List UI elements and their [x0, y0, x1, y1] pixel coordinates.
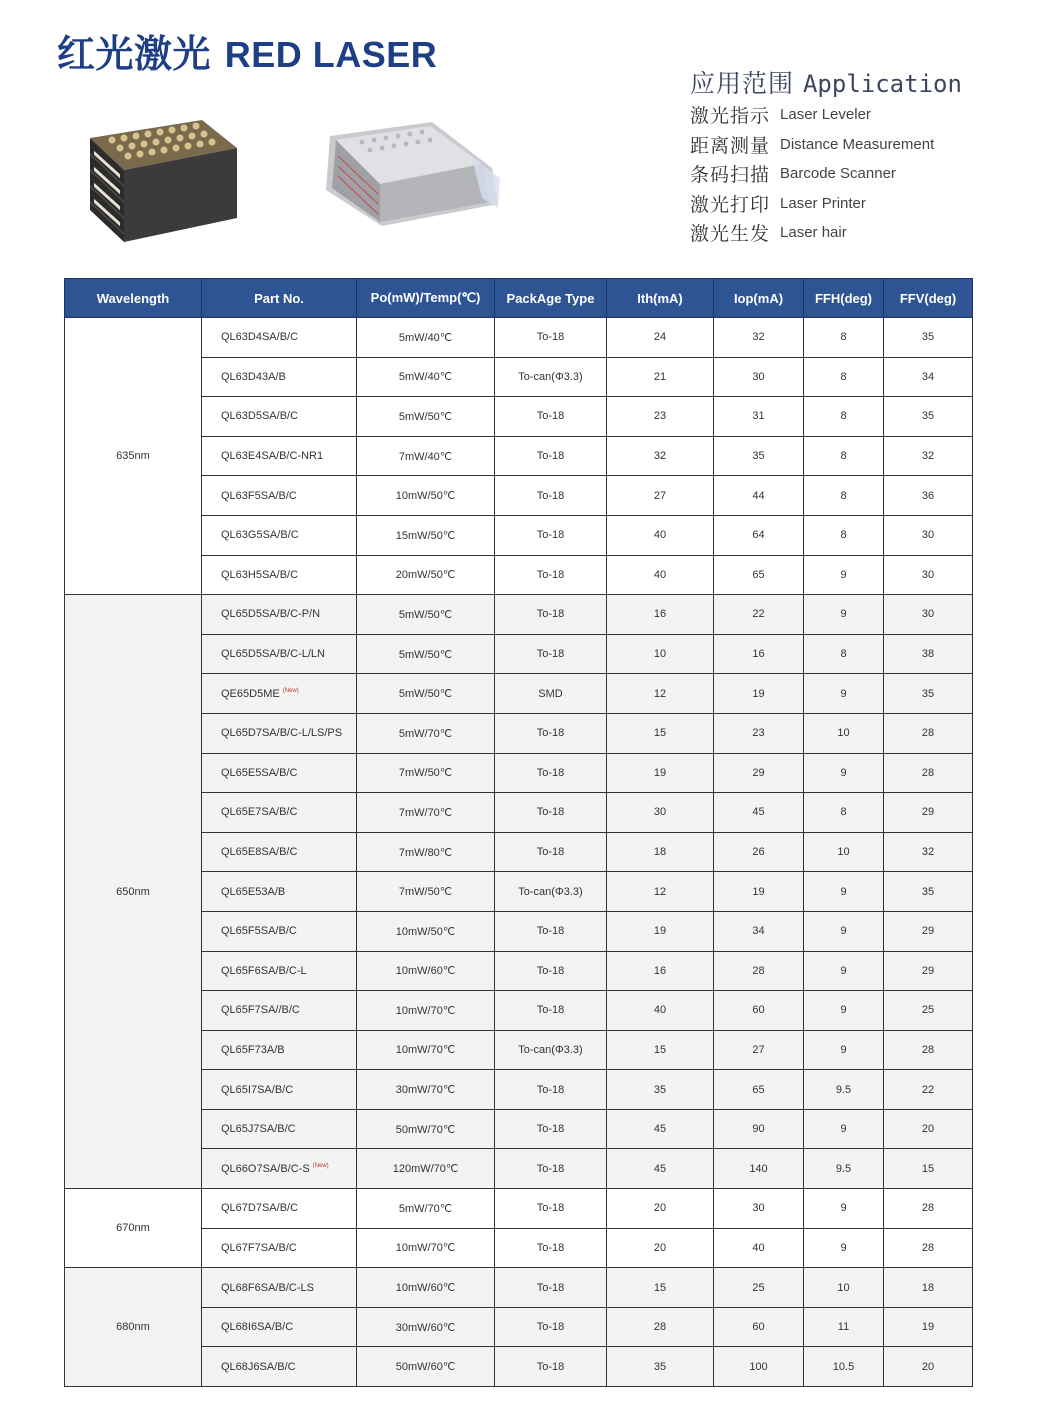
ith-cell: 27 — [607, 476, 714, 516]
ffv-cell: 15 — [884, 1149, 973, 1189]
ffv-cell: 20 — [884, 1347, 973, 1387]
table-body — [65, 318, 973, 1387]
iop-cell: 30 — [714, 1189, 804, 1229]
package-cell: To-18 — [495, 1070, 607, 1110]
table-row — [65, 555, 973, 595]
iop-cell: 19 — [714, 674, 804, 714]
package-cell: To-18 — [495, 515, 607, 555]
part-no-text: QL65E8SA/B/C — [221, 846, 298, 859]
iop-cell: 27 — [714, 1030, 804, 1070]
ffv-cell: 28 — [884, 1228, 973, 1268]
package-cell: To-18 — [495, 1149, 607, 1189]
package-cell: To-18 — [495, 793, 607, 833]
part-no-text: QL63H5SA/B/C — [221, 568, 299, 581]
package-cell: To-18 — [495, 951, 607, 991]
package-cell: To-18 — [495, 595, 607, 635]
ffh-cell: 10 — [804, 1268, 884, 1308]
ith-cell: 40 — [607, 991, 714, 1031]
ffh-cell: 9 — [804, 1109, 884, 1149]
wavelength-cell: 670nm — [65, 1189, 202, 1268]
part-no-cell — [202, 357, 357, 397]
ith-cell: 18 — [607, 832, 714, 872]
package-cell: To-18 — [495, 476, 607, 516]
ffv-cell: 36 — [884, 476, 973, 516]
ffh-cell: 9 — [804, 951, 884, 991]
ffv-cell: 35 — [884, 318, 973, 358]
part-no-cell — [202, 436, 357, 476]
application-title-zh: 应用范围 — [690, 69, 795, 98]
iop-cell: 65 — [714, 555, 804, 595]
product-image-bag — [322, 118, 502, 230]
ffv-cell: 29 — [884, 793, 973, 833]
table-row — [65, 793, 973, 833]
product-image-tray — [82, 110, 242, 245]
application-item-en: Laser hair — [780, 224, 847, 242]
part-no-text: QL65E53A/B — [221, 885, 286, 898]
ffh-cell: 8 — [804, 436, 884, 476]
application-item-en: Barcode Scanner — [780, 165, 896, 183]
ffh-cell: 9.5 — [804, 1149, 884, 1189]
ith-cell: 15 — [607, 1268, 714, 1308]
iop-cell: 25 — [714, 1268, 804, 1308]
application-item-en: Laser Printer — [780, 194, 866, 212]
iop-cell: 45 — [714, 793, 804, 833]
part-no-text: QL63E4SA/B/C-NR1 — [221, 450, 324, 463]
table-row — [65, 1149, 973, 1189]
ffv-cell: 22 — [884, 1070, 973, 1110]
part-no-cell — [202, 318, 357, 358]
part-no-cell — [202, 1347, 357, 1387]
ffh-cell: 9 — [804, 555, 884, 595]
iop-cell: 19 — [714, 872, 804, 912]
ffv-cell: 30 — [884, 555, 973, 595]
diode-tray-graphic — [82, 110, 242, 245]
package-cell: To-18 — [495, 1228, 607, 1268]
ith-cell: 35 — [607, 1347, 714, 1387]
ffh-cell: 8 — [804, 515, 884, 555]
ith-cell: 28 — [607, 1307, 714, 1347]
ffh-cell: 9 — [804, 991, 884, 1031]
table-row — [65, 436, 973, 476]
ffh-cell: 9 — [804, 753, 884, 793]
ffh-cell: 8 — [804, 793, 884, 833]
part-no-cell — [202, 555, 357, 595]
part-no-text: QL65D5SA/B/C-P/N — [221, 608, 321, 621]
ith-cell: 20 — [607, 1189, 714, 1229]
table-row — [65, 318, 973, 358]
ith-cell: 40 — [607, 555, 714, 595]
application-item — [690, 130, 1050, 160]
ith-cell: 19 — [607, 911, 714, 951]
table-row — [65, 515, 973, 555]
ffh-cell: 8 — [804, 634, 884, 674]
application-panel — [690, 68, 1050, 248]
po-temp-cell: 5mW/70℃ — [357, 713, 495, 753]
iop-cell: 35 — [714, 436, 804, 476]
po-temp-cell: 10mW/60℃ — [357, 951, 495, 991]
part-no-text: QL63D5SA/B/C — [221, 410, 299, 423]
part-no-text: QL63F5SA/B/C — [221, 489, 297, 502]
application-item — [690, 159, 1050, 189]
table-row — [65, 595, 973, 635]
iop-cell: 44 — [714, 476, 804, 516]
ffv-cell: 18 — [884, 1268, 973, 1308]
iop-cell: 16 — [714, 634, 804, 674]
table-row — [65, 911, 973, 951]
ith-cell: 12 — [607, 674, 714, 714]
iop-cell: 90 — [714, 1109, 804, 1149]
part-no-cell — [202, 1070, 357, 1110]
table-row — [65, 1347, 973, 1387]
application-item — [690, 189, 1050, 219]
part-no-cell — [202, 1307, 357, 1347]
package-cell: SMD — [495, 674, 607, 714]
part-no-text: QL63D43A/B — [221, 370, 286, 383]
application-item-en: Distance Measurement — [780, 135, 935, 153]
ffh-cell: 9 — [804, 872, 884, 912]
iop-cell: 60 — [714, 991, 804, 1031]
package-cell: To-can(Φ3.3) — [495, 357, 607, 397]
ffh-cell: 9 — [804, 595, 884, 635]
ffv-cell: 35 — [884, 872, 973, 912]
table-row — [65, 1030, 973, 1070]
part-no-cell — [202, 1109, 357, 1149]
header-ffh: FFH(deg) — [804, 279, 884, 318]
package-cell: To-18 — [495, 1109, 607, 1149]
application-item — [690, 100, 1050, 130]
ith-cell: 15 — [607, 1030, 714, 1070]
application-item-zh: 距离测量 — [690, 134, 771, 157]
ffv-cell: 32 — [884, 832, 973, 872]
ith-cell: 24 — [607, 318, 714, 358]
package-cell: To-18 — [495, 911, 607, 951]
po-temp-cell: 15mW/50℃ — [357, 515, 495, 555]
table-row — [65, 1189, 973, 1229]
part-no-cell — [202, 991, 357, 1031]
po-temp-cell: 7mW/40℃ — [357, 436, 495, 476]
new-badge: (New) — [312, 1163, 329, 1170]
part-no-cell — [202, 634, 357, 674]
part-no-cell — [202, 1189, 357, 1229]
ith-cell: 45 — [607, 1149, 714, 1189]
po-temp-cell: 10mW/50℃ — [357, 911, 495, 951]
part-no-text: QL68I6SA/B/C — [221, 1321, 294, 1334]
part-no-text: QL65F5SA/B/C — [221, 925, 297, 938]
header-ith: Ith(mA) — [607, 279, 714, 318]
page-title — [57, 30, 437, 79]
po-temp-cell: 5mW/40℃ — [357, 357, 495, 397]
part-no-cell — [202, 1268, 357, 1308]
part-no-cell — [202, 911, 357, 951]
ffv-cell: 28 — [884, 1189, 973, 1229]
table-header-row — [65, 279, 973, 318]
part-no-cell — [202, 1030, 357, 1070]
iop-cell: 22 — [714, 595, 804, 635]
po-temp-cell: 7mW/80℃ — [357, 832, 495, 872]
ith-cell: 16 — [607, 595, 714, 635]
ffh-cell: 8 — [804, 318, 884, 358]
part-no-text: QL65F6SA/B/C-L — [221, 964, 307, 977]
iop-cell: 23 — [714, 713, 804, 753]
ffh-cell: 8 — [804, 357, 884, 397]
ffh-cell: 10 — [804, 832, 884, 872]
ith-cell: 40 — [607, 515, 714, 555]
po-temp-cell: 10mW/50℃ — [357, 476, 495, 516]
part-no-text: QL66O7SA/B/C-S — [221, 1162, 310, 1175]
ffv-cell: 34 — [884, 357, 973, 397]
part-no-cell — [202, 793, 357, 833]
table-row — [65, 1228, 973, 1268]
ith-cell: 20 — [607, 1228, 714, 1268]
package-cell: To-18 — [495, 1268, 607, 1308]
header-ffv: FFV(deg) — [884, 279, 973, 318]
package-cell: To-18 — [495, 832, 607, 872]
iop-cell: 32 — [714, 318, 804, 358]
po-temp-cell: 10mW/70℃ — [357, 1228, 495, 1268]
part-no-cell — [202, 872, 357, 912]
ffh-cell: 9.5 — [804, 1070, 884, 1110]
application-item-zh: 条码扫描 — [690, 164, 771, 187]
ffv-cell: 29 — [884, 911, 973, 951]
ith-cell: 30 — [607, 793, 714, 833]
part-no-cell — [202, 713, 357, 753]
application-list — [690, 100, 1050, 248]
ith-cell: 16 — [607, 951, 714, 991]
part-no-cell — [202, 1149, 357, 1189]
package-cell: To-18 — [495, 713, 607, 753]
part-no-text: QL67F7SA/B/C — [221, 1241, 297, 1254]
ffv-cell: 38 — [884, 634, 973, 674]
part-no-text: QL67D7SA/B/C — [221, 1202, 299, 1215]
iop-cell: 26 — [714, 832, 804, 872]
ffv-cell: 28 — [884, 713, 973, 753]
application-title — [690, 68, 1050, 100]
table-row — [65, 832, 973, 872]
wavelength-cell: 650nm — [65, 595, 202, 1189]
po-temp-cell: 5mW/70℃ — [357, 1189, 495, 1229]
wavelength-cell: 635nm — [65, 318, 202, 595]
ffv-cell: 30 — [884, 595, 973, 635]
po-temp-cell: 10mW/70℃ — [357, 991, 495, 1031]
ith-cell: 21 — [607, 357, 714, 397]
ith-cell: 15 — [607, 713, 714, 753]
po-temp-cell: 5mW/50℃ — [357, 397, 495, 437]
ith-cell: 19 — [607, 753, 714, 793]
new-badge: (New) — [282, 687, 299, 694]
ith-cell: 12 — [607, 872, 714, 912]
antistatic-bag-graphic — [322, 118, 502, 230]
part-no-cell — [202, 951, 357, 991]
po-temp-cell: 7mW/50℃ — [357, 753, 495, 793]
table-row — [65, 1307, 973, 1347]
ffv-cell: 35 — [884, 397, 973, 437]
table-row — [65, 713, 973, 753]
table-row — [65, 1109, 973, 1149]
title-zh: 红光激光 — [57, 32, 212, 76]
part-no-text: QL63G5SA/B/C — [221, 529, 299, 542]
ith-cell: 10 — [607, 634, 714, 674]
ffh-cell: 11 — [804, 1307, 884, 1347]
application-item-zh: 激光打印 — [690, 193, 771, 216]
ffv-cell: 25 — [884, 991, 973, 1031]
part-no-text: QL65D5SA/B/C-L/LN — [221, 648, 325, 661]
ith-cell: 35 — [607, 1070, 714, 1110]
po-temp-cell: 20mW/50℃ — [357, 555, 495, 595]
ffh-cell: 9 — [804, 1189, 884, 1229]
part-no-text: QL65F73A/B — [221, 1043, 285, 1056]
part-no-text: QL65I7SA/B/C — [221, 1083, 294, 1096]
part-no-text: QE65D5ME — [221, 687, 280, 700]
iop-cell: 140 — [714, 1149, 804, 1189]
ffv-cell: 29 — [884, 951, 973, 991]
po-temp-cell: 5mW/50℃ — [357, 634, 495, 674]
wavelength-cell: 680nm — [65, 1268, 202, 1387]
part-no-text: QL65F7SA//B/C — [221, 1004, 300, 1017]
ffh-cell: 8 — [804, 476, 884, 516]
table-row — [65, 397, 973, 437]
table-row — [65, 476, 973, 516]
header-wavelength: Wavelength — [65, 279, 202, 318]
package-cell: To-18 — [495, 1189, 607, 1229]
po-temp-cell: 7mW/50℃ — [357, 872, 495, 912]
header-package-type: PackAge Type — [495, 279, 607, 318]
ffh-cell: 9 — [804, 1030, 884, 1070]
ffv-cell: 19 — [884, 1307, 973, 1347]
part-no-text: QL65E5SA/B/C — [221, 766, 298, 779]
application-item — [690, 218, 1050, 248]
part-no-text: QL65J7SA/B/C — [221, 1123, 296, 1136]
po-temp-cell: 5mW/50℃ — [357, 595, 495, 635]
package-cell: To-18 — [495, 1347, 607, 1387]
ffv-cell: 30 — [884, 515, 973, 555]
ith-cell: 45 — [607, 1109, 714, 1149]
part-no-text: QL65D7SA/B/C-L/LS/PS — [221, 727, 343, 740]
package-cell: To-18 — [495, 436, 607, 476]
ffh-cell: 10.5 — [804, 1347, 884, 1387]
iop-cell: 28 — [714, 951, 804, 991]
part-no-cell — [202, 832, 357, 872]
part-no-cell — [202, 397, 357, 437]
po-temp-cell: 30mW/70℃ — [357, 1070, 495, 1110]
table-row — [65, 357, 973, 397]
po-temp-cell: 5mW/40℃ — [357, 318, 495, 358]
part-no-text: QL68F6SA/B/C-LS — [221, 1281, 314, 1294]
part-no-cell — [202, 1228, 357, 1268]
application-item-zh: 激光生发 — [690, 223, 771, 246]
application-title-en: Application — [802, 70, 962, 98]
po-temp-cell: 30mW/60℃ — [357, 1307, 495, 1347]
part-no-cell — [202, 515, 357, 555]
ffh-cell: 9 — [804, 911, 884, 951]
table-row — [65, 634, 973, 674]
ffv-cell: 35 — [884, 674, 973, 714]
po-temp-cell: 50mW/60℃ — [357, 1347, 495, 1387]
package-cell: To-can(Φ3.3) — [495, 1030, 607, 1070]
package-cell: To-18 — [495, 634, 607, 674]
po-temp-cell: 50mW/70℃ — [357, 1109, 495, 1149]
table-row — [65, 1070, 973, 1110]
po-temp-cell: 120mW/70℃ — [357, 1149, 495, 1189]
package-cell: To-can(Φ3.3) — [495, 872, 607, 912]
part-no-cell — [202, 476, 357, 516]
po-temp-cell: 5mW/50℃ — [357, 674, 495, 714]
ffh-cell: 8 — [804, 397, 884, 437]
application-item-en: Laser Leveler — [780, 106, 871, 124]
title-en: RED LASER — [224, 34, 438, 75]
iop-cell: 65 — [714, 1070, 804, 1110]
laser-spec-table — [64, 278, 973, 1387]
part-no-cell — [202, 674, 357, 714]
iop-cell: 40 — [714, 1228, 804, 1268]
iop-cell: 100 — [714, 1347, 804, 1387]
application-item-zh: 激光指示 — [690, 105, 771, 128]
header-po-temp: Po(mW)/Temp(℃) — [357, 279, 495, 318]
ith-cell: 32 — [607, 436, 714, 476]
table-row — [65, 872, 973, 912]
package-cell: To-18 — [495, 397, 607, 437]
po-temp-cell: 7mW/70℃ — [357, 793, 495, 833]
package-cell: To-18 — [495, 991, 607, 1031]
ffv-cell: 28 — [884, 1030, 973, 1070]
table-row — [65, 991, 973, 1031]
package-cell: To-18 — [495, 753, 607, 793]
ith-cell: 23 — [607, 397, 714, 437]
po-temp-cell: 10mW/60℃ — [357, 1268, 495, 1308]
ffh-cell: 9 — [804, 674, 884, 714]
ffv-cell: 20 — [884, 1109, 973, 1149]
header-part-no: Part No. — [202, 279, 357, 318]
ffh-cell: 9 — [804, 1228, 884, 1268]
part-no-text: QL68J6SA/B/C — [221, 1360, 296, 1373]
ffv-cell: 32 — [884, 436, 973, 476]
po-temp-cell: 10mW/70℃ — [357, 1030, 495, 1070]
part-no-cell — [202, 753, 357, 793]
table-row — [65, 1268, 973, 1308]
ffh-cell: 10 — [804, 713, 884, 753]
iop-cell: 34 — [714, 911, 804, 951]
iop-cell: 64 — [714, 515, 804, 555]
part-no-cell — [202, 595, 357, 635]
ffv-cell: 28 — [884, 753, 973, 793]
iop-cell: 30 — [714, 357, 804, 397]
iop-cell: 31 — [714, 397, 804, 437]
table-row — [65, 753, 973, 793]
table-row — [65, 674, 973, 714]
iop-cell: 60 — [714, 1307, 804, 1347]
part-no-text: QL63D4SA/B/C — [221, 331, 299, 344]
header-iop: Iop(mA) — [714, 279, 804, 318]
iop-cell: 29 — [714, 753, 804, 793]
part-no-text: QL65E7SA/B/C — [221, 806, 298, 819]
table-row — [65, 951, 973, 991]
package-cell: To-18 — [495, 555, 607, 595]
package-cell: To-18 — [495, 1307, 607, 1347]
package-cell: To-18 — [495, 318, 607, 358]
